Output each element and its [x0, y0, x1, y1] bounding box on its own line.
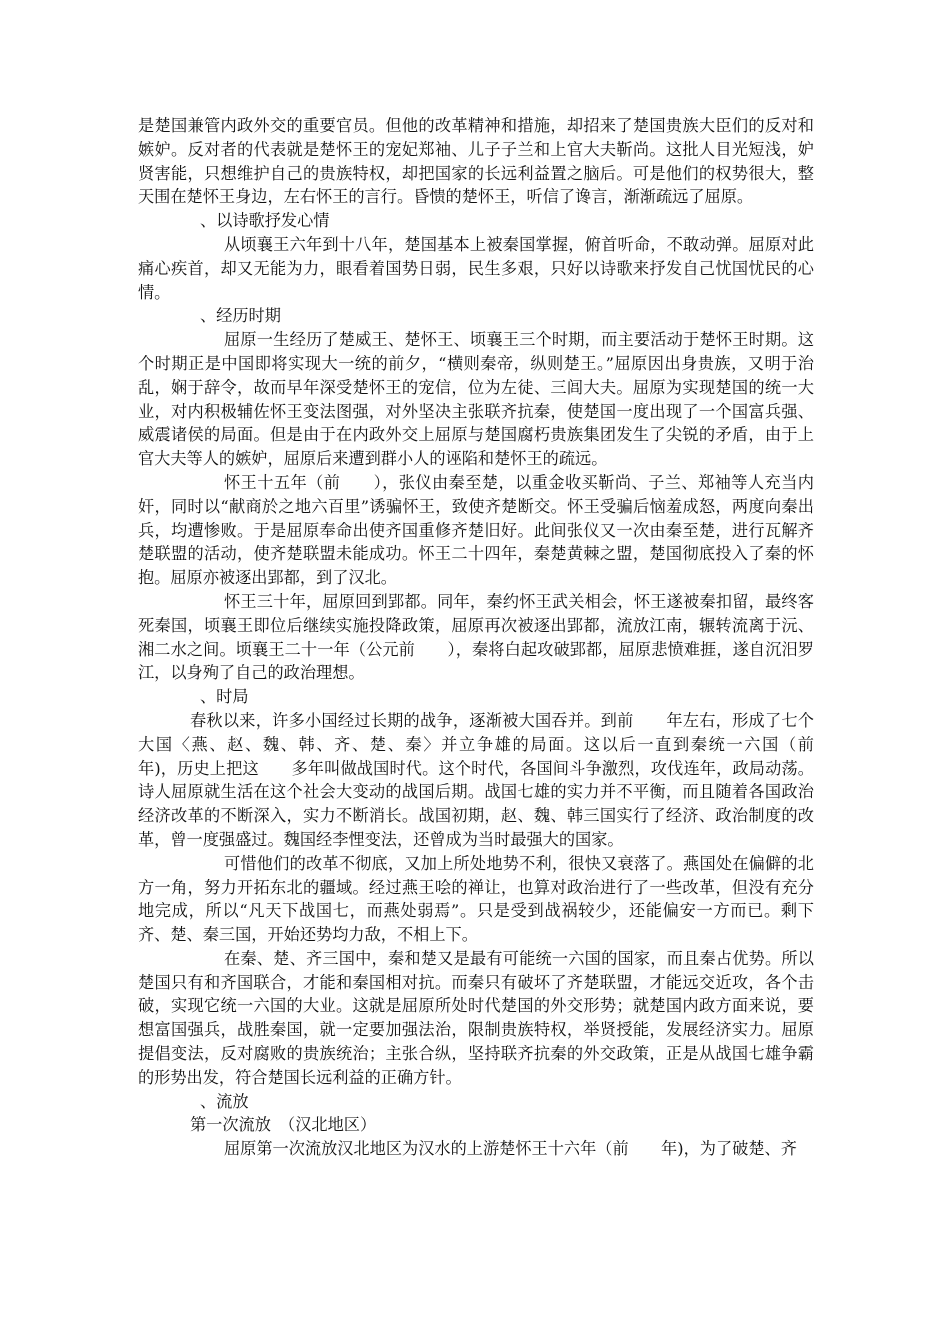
document-page	[138, 114, 847, 1161]
section-heading-exile: 、流放	[200, 1091, 249, 1111]
section-heading-situation: 、时局	[200, 687, 249, 707]
paragraph-intro: 是楚国兼管内政外交的重要官员。但他的改革精神和措施，却招来了楚国贵族大臣们的反对和嫉妒。反对者的代表就是楚怀王的宠妃郑袖、儿子子兰和上官大夫靳尚。这批人目光短浅，妒贤害能，只想维护自己的贵族特权，却把国家的长远利益置之脑后。可是他们的权势很大，整天围在楚怀王身边，左右怀王的言行。昏愦的楚怀王，听信了谗言，渐渐疏远了屈原。	[138, 116, 814, 207]
paragraph-exile-1: 屈原第一次流放汉北地区为汉水的上游楚怀王十六年（前 年)，为了破楚、齐	[224, 1139, 797, 1159]
paragraph-poetry: 从顷襄王六年到十八年，楚国基本上被秦国掌握，俯首听命，不敢动弹。屈原对此痛心疾首，却又无能为力，眼看着国势日弱，民生多艰，只好以诗歌来抒发自己忧国忧民的心情。	[138, 234, 814, 302]
sub-heading-first-exile: 第一次流放 （汉北地区）	[190, 1115, 377, 1135]
section-heading-poetry: 、以诗歌抒发心情	[200, 211, 330, 231]
paragraph-period-3: 怀王三十年，屈原回到郢都。同年，秦约怀王武关相会，怀王遂被秦扣留，最终客死秦国，顷襄王即位后继续实施投降政策，屈原再次被逐出郢都，流放江南，辗转流离于沅、湘二水之间。顷襄王二十一年（公元前 ），秦将白起攻破郢都，屈原悲愤难捱，遂自沉汨罗江，以身殉了自己的政治理想。	[138, 591, 814, 683]
paragraph-situation-2: 可惜他们的改革不彻底，又加上所处地势不利，很快又衰落了。燕国处在偏僻的北方一角，努力开拓东北的疆域。经过燕王哙的禅让，也算对政治进行了一些改革，但没有充分地完成，所以“凡天下战国七，而燕处弱焉”。只是受到战祸较少，还能偏安一方而已。剩下齐、楚、秦三国，开始还势均力敌，不相上下。	[138, 853, 814, 945]
paragraph-situation-3: 在秦、楚、齐三国中，秦和楚又是最有可能统一六国的国家，而且秦占优势。所以楚国只有和齐国联合，才能和秦国相对抗。而秦只有破坏了齐楚联盟，才能远交近攻，各个击破，实现它统一六国的大业。这就是屈原所处时代楚国的外交形势；就楚国内政方面来说，要想富国强兵，战胜秦国，就一定要加强法治，限制贵族特权，举贤授能，发展经济实力。屈原提倡变法，反对腐败的贵族统治；主张合纵，坚持联齐抗秦的外交政策，正是从战国七雄争霸的形势出发，符合楚国长远利益的正确方针。	[138, 948, 814, 1087]
paragraph-situation-1: 春秋以来，许多小国经过长期的战争，逐渐被大国吞并。到前 年左右，形成了七个大国〈燕、赵、魏、韩、齐、楚、秦〉并立争雄的局面。这以后一直到秦统一六国（前 年)，历史上把这 多年叫做战国时代。这个时代，各国间斗争激烈，攻伐连年，政局动荡。诗人屈原就生活在这个社会大变动的战国后期。战国七雄的实力并不平衡，而且随着各国政治经济改革的不断深入，实力不断消长。战国初期，赵、魏、韩三国实行了经济、政治制度的改革，曾一度强盛过。魏国经李悝变法，还曾成为当时最强大的国家。	[138, 710, 847, 849]
section-heading-period: 、经历时期	[200, 306, 281, 326]
paragraph-period-2: 怀王十五年（前 ），张仪由秦至楚，以重金收买靳尚、子兰、郑袖等人充当内奸，同时以“献商於之地六百里”诱骗怀王，致使齐楚断交。怀王受骗后恼羞成怒，两度向秦出兵，均遭惨败。于是屈原奉命出使齐国重修齐楚旧好。此间张仪又一次由秦至楚，进行瓦解齐楚联盟的活动，使齐楚联盟未能成功。怀王二十四年，秦楚黄棘之盟，楚国彻底投入了秦的怀抱。屈原亦被逐出郢都，到了汉北。	[138, 472, 814, 588]
paragraph-period-1: 屈原一生经历了楚威王、楚怀王、顷襄王三个时期，而主要活动于楚怀王时期。这个时期正是中国即将实现大一统的前夕，“横则秦帝，纵则楚王。”屈原因出身贵族，又明于治乱，娴于辞令，故而早年深受楚怀王的宠信，位为左徒、三闾大夫。屈原为实现楚国的统一大业，对内积极辅佐怀王变法图强，对外坚决主张联齐抗秦，使楚国一度出现了一个国富兵强、威震诸侯的局面。但是由于在内政外交上屈原与楚国腐朽贵族集团发生了尖锐的矛盾，由于上官大夫等人的嫉妒，屈原后来遭到群小人的诬陷和楚怀王的疏远。	[138, 330, 814, 469]
